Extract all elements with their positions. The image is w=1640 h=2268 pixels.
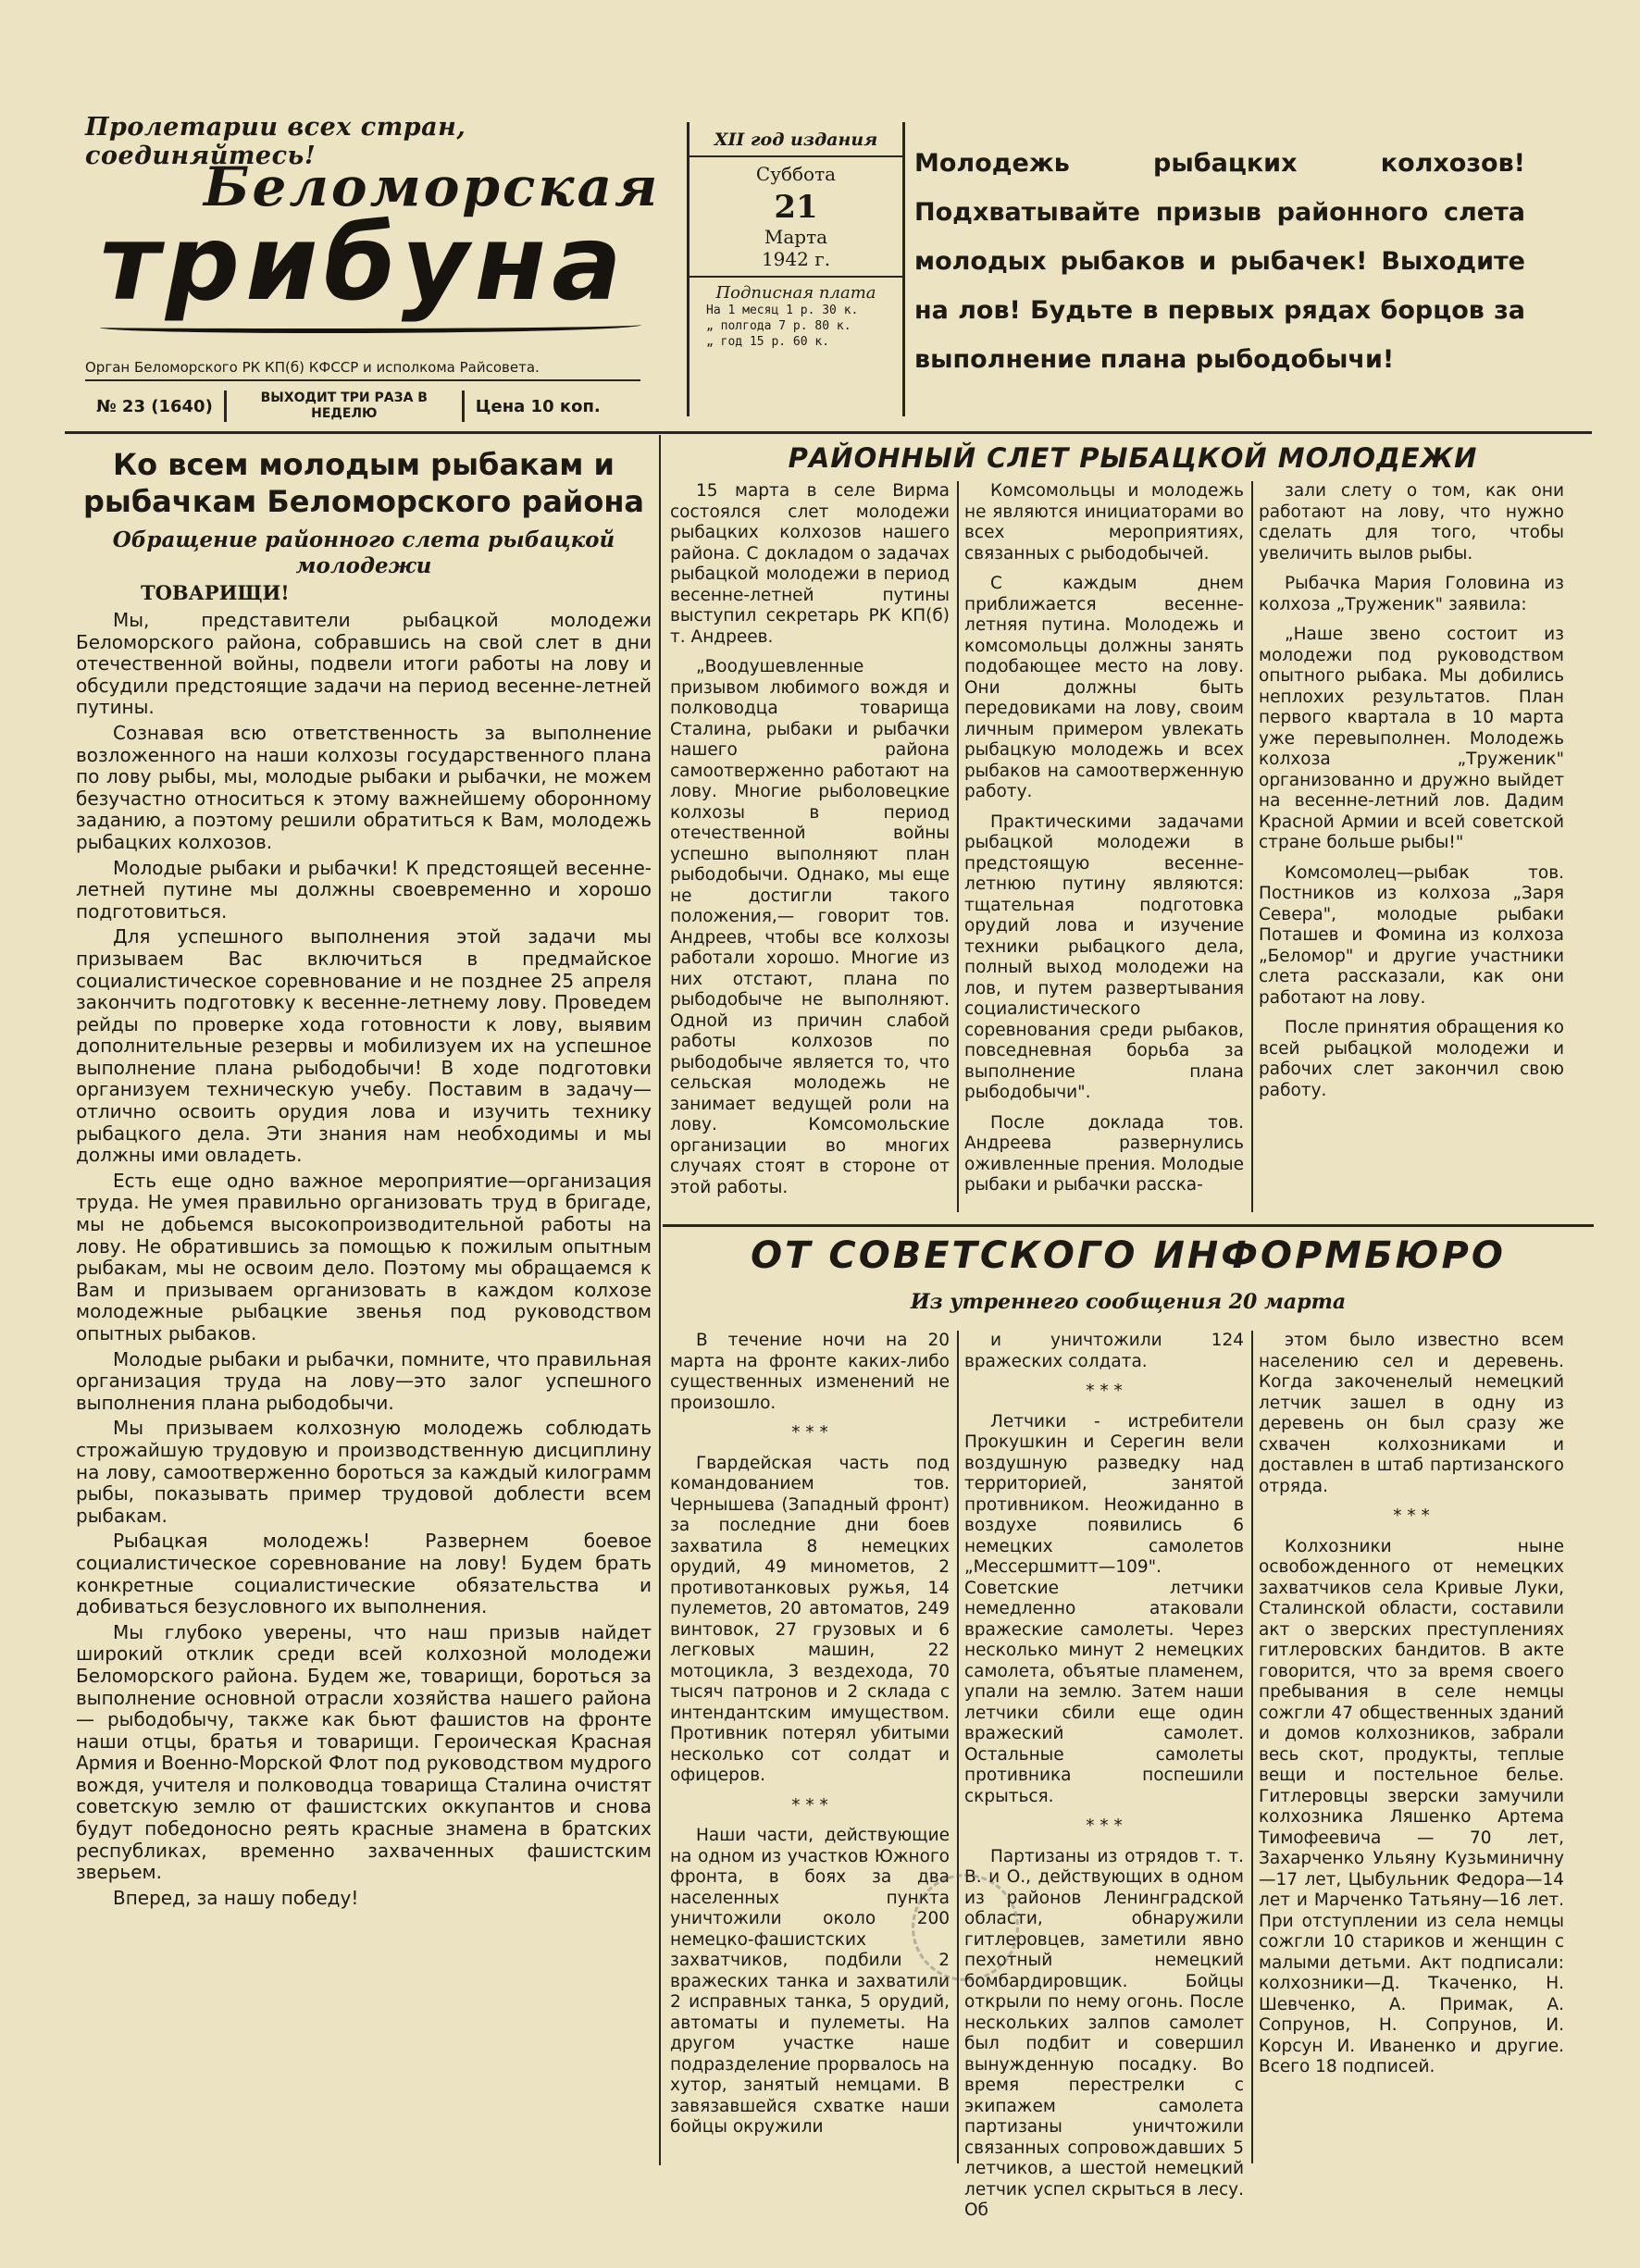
year: 1942 г.: [761, 248, 831, 270]
appeal-paragraph: Рыбацкая молодежь! Развернем боевое социалистическое соревнование на лову! Будем брать конкретные социалистические обязательства и добиваться безусловного их выполнения.: [76, 1530, 652, 1618]
sovinform-paragraph: и уничтожили 124 вражеских солдата.: [964, 1331, 1244, 1371]
date-box: [687, 122, 905, 416]
slet-paragraph: После доклада тов. Андреева развернулись оживленные прения. Молодые рыбаки и рыбачки расска-: [964, 1112, 1244, 1195]
slet-paragraph: С каждым днем приближается весенне-летняя путина. Молодежь и комсомольцы должны занять подобающее место на лову. Они должны быть передовиками на лову, своим личным примером увлекать рыбацкую молодежь и всех рыбаков на самоотверженную работу.: [964, 574, 1244, 801]
masthead-divider: [85, 379, 640, 381]
appeal-paragraph: Есть еще одно важное мероприятие—организация труда. Не умея правильно организовать труд в бригаде, мы не добьемся высокопроизводительной работы на лову. Не обратившись за помощью к пожилым опытным рыбакам, мы не освоим дело. Поэтому мы обращаемся к Вам и призываем организовать в каждом колхозе молодежные рыбацкие звенья под руководством опытных рыбаков.: [76, 1169, 652, 1345]
appeal-paragraph: Вперед, за нашу победу!: [113, 1886, 359, 1909]
date-box-divider: [690, 155, 902, 157]
year-of-issue: XII год издания: [714, 130, 878, 150]
sovinform-subtitle: Из утреннего сообщения 20 марта: [910, 1290, 1347, 1314]
sovinform-paragraph: Гвардейская часть под командованием тов. Чернышева (Западный фронт) за последние дни боев захватила 8 немецких орудий, 49 минометов, 2 противотанковых ружья, 14 пулеметов, 20 автоматов, 249 винтовок, 27 грузовых и 6 легковых машин, 22 мотоцикла, 3 вездехода, 70 тысяч патронов и 2 склада с интендантским имуществом. Противник потерял убитыми несколько сот солдат и офицеров.: [670, 1453, 950, 1785]
slet-paragraph: 15 марта в селе Вирма состоялся слет молодежи рыбацких колхозов нашего района. С докладом о задачах рыбацкой молодежи в период весенне-летней путины выступил секретарь РК КП(б) т. Андреев.: [670, 481, 950, 647]
logo-line-2: трибуна: [100, 204, 627, 324]
subscription-row: На 1 месяц 1 р. 30 к.: [706, 304, 859, 317]
masthead-slogan: Пролетарии всех стран, соединяйтесь!: [85, 113, 466, 170]
sovinform-paragraph: В течение ночи на 20 марта на фронте каких-либо существенных изменений не произошло.: [670, 1331, 950, 1413]
sovinform-title: ОТ СОВЕТСКОГО ИНФОРМБЮРО: [751, 1234, 1506, 1277]
appeal-title: Ко всем молодым рыбакам и рыбачкам Беломорского района: [82, 447, 645, 519]
issue-frequency: ВЫХОДИТ ТРИ РАЗА В НЕДЕЛЮ: [260, 390, 428, 421]
slet-column-1: [670, 481, 950, 1208]
stars-divider: * * *: [791, 1423, 828, 1443]
slet-paragraph: зали слету о том, как они работают на лову, что нужно сделать для того, чтобы увеличить вылов рыбы.: [1259, 481, 1564, 564]
column-rule: [1251, 481, 1253, 1212]
slet-paragraph: Комсомолец—рыбак тов. Постников из колхоза „Заря Севера", молодые рыбаки Поташев и Фомина из колхоза „Беломор" и другие участники слета рассказали, как они работают на лову.: [1259, 862, 1564, 1008]
header-rule: [65, 431, 1592, 434]
appeal-paragraph: Мы глубоко уверены, что наш призыв найдет широкий отклик среди всей колхозной молодежи Беломорского района. Будем же, товарищи, бороться за выполнение основной отрасли хозяйства нашего района — рыбодобычу, также как бьют фашистов на фронте наши отцы, братья и товарищи. Героическая Красная Армия и Военно-Морской Флот под руководством мудрого вождя, учителя и полководца товарища Сталина очистят советскую землю от фашистских оккупантов и снова будут победоносно реять красные знамена в братских республиках, временно захваченных фашистским зверьем.: [76, 1620, 652, 1884]
slet-paragraph: Практическими задачами рыбацкой молодежи в предстоящую весенне-летнюю путину являются: тщательная подготовка орудий лова и изучение техники рыбацкого дела, полный выход молодежи на лов, и путем развертывания социалистического соревнования среди рыбаков, повседневная борьба за выполнение плана рыбодобычи".: [964, 812, 1244, 1102]
month: Марта: [764, 226, 828, 248]
stars-divider: * * *: [1393, 1506, 1430, 1526]
slet-column-3: [1259, 481, 1564, 1110]
subscription-label: Подписная плата: [715, 283, 876, 303]
stars-divider: * * *: [791, 1795, 828, 1816]
appeal-subtitle: Обращение районного слета рыбацкой молодежи: [112, 527, 615, 578]
appeal-paragraph: Для успешного выполнения этой задачи мы призываем Вас включиться в предмайское социалистическое соревнование и не позднее 25 апреля закончить подготовку к весенне-летнему лову. Проведем рейды по проверке хода готовности к лову, выявим дополнительные резервы и мобилизуем их на успешное выполнение плана рыбодобычи! В ходе подготовки организуем техническую учебу. Поставим в задачу—отлично освоить орудия лова и изучить технику рыбацкого дела. Эти знания нам необходимы и мы должны ими овладеть.: [76, 925, 652, 1167]
appeal-paragraph: Молодые рыбаки и рыбачки! К предстоящей весенне-летней путине мы должны своевременно и хорошо подготовиться.: [76, 856, 652, 923]
sovinform-column-1: [670, 1331, 950, 2148]
issue-number: № 23 (1640): [96, 396, 213, 416]
slet-paragraph: Рыбачка Мария Головина из колхоза „Труженик" заявила:: [1259, 574, 1564, 614]
appeal-greeting: ТОВАРИЩИ!: [141, 581, 290, 604]
column-rule: [957, 1331, 959, 2163]
subscription-row: „ полгода 7 р. 80 к.: [706, 319, 851, 333]
sovinform-paragraph: Партизаны из отрядов т. т. В. и О., действующих в одном из районов Ленинградской области, обнаружили гитлеровцев, заметили явно пехотный немецкий бомбардировщик. Бойцы открыли по нему огонь. После нескольких залпов самолет был подбит и совершил вынужденную посадку. Во время перестрелки с экипажем самолета партизаны уничтожили связанных сопровождавших 5 летчиков, а шестой немецкий летчик успел скрыться в лесу. Об: [964, 1846, 1244, 2220]
sovinform-paragraph: Наши части, действующие на одном из участков Южного фронта, в боях за два населенных пункта уничтожили около 200 немецко-фашистских захватчиков, подбили 2 вражеских танка и захватили 2 исправных танка, 5 орудий, автоматы и пулеметы. На другом участке наше подразделение прорвалось на хутор, занятый немцами. В завязавшейся схватке наши бойцы окружили: [670, 1826, 950, 2137]
subscription-row: „ год 15 р. 60 к.: [706, 335, 830, 349]
library-stamp: [912, 1874, 1019, 1981]
slet-paragraph: „Воодушевленные призывом любимого вождя и полководца товарища Сталина, рыбаки и рыбачки нашего района самоотверженно работают на лову. Многие рыболовецкие колхозы в период отечественной войны успешно выполняют план рыбодобычи. Однако, мы еще не достигли такого положения,— говорит тов. Андреев, чтобы все колхозы работали хорошо. Многие из них отстают, плана по рыбодобыче не выполняют. Одной из причин слабой работы колхозов по рыбодобыче является то, что сельская молодежь не занимает ведущей роли на лову. Комсомольские организации во многих случаях стоят в стороне от этой работы.: [670, 657, 950, 1197]
issue-price: Цена 10 коп.: [475, 396, 601, 416]
column-rule: [1251, 1331, 1253, 2163]
sovinform-paragraph: этом было известно всем населению сел и деревень. Когда закоченелый немецкий летчик зашел в одну из деревень он был сразу же схвачен колхозниками и доставлен в штаб партизанского отряда.: [1259, 1331, 1564, 1496]
stars-divider: * * *: [1086, 1816, 1123, 1836]
appeal-paragraph: Мы, представители рыбацкой молодежи Беломорского района, собравшись на свой слет в дни отечественной войны, подвели итоги работы на лову и обсудили предстоящие задачи на период весенне-летней путины.: [76, 609, 652, 719]
appeal-article: [76, 446, 652, 1913]
logo-line-1: Беломорская: [204, 155, 661, 218]
appeal-paragraph: Мы призываем колхозную молодежь соблюдать строжайшую трудовую и производственную дисциплину на лову, самоотверженно бороться за каждый килограмм рыбы, показывать пример трудовой доблести всем рыбакам.: [76, 1417, 652, 1527]
logo-underline: [100, 319, 641, 333]
slet-paragraph: После принятия обращения ко всей рыбацкой молодежи и рабочих слет закончил свою работу.: [1259, 1018, 1564, 1100]
slet-title: РАЙОННЫЙ СЛЕТ РЫБАЦКОЙ МОЛОДЕЖИ: [788, 442, 1478, 474]
section-rule: [663, 1224, 1594, 1227]
issue-info-row: [85, 387, 640, 426]
slet-paragraph: Комсомольцы и молодежь не являются инициаторами во всех мероприятиях, связанных с рыбодобычей.: [964, 481, 1244, 564]
column-rule: [957, 481, 959, 1212]
organ-line: Орган Беломорского РК КП(б) КФССР и исполкома Райсовета.: [85, 359, 540, 376]
sovinform-paragraph: Летчики - истребители Прокушкин и Серегин вели воздушную разведку над территорией, занятой противником. Неожиданно в воздухе появились 6 немецких самолетов „Мессершмитт—109". Советские летчики немедленно атаковали вражеские самолеты. Через несколько минут 2 немецких самолета, объятые пламенем, упали на землю. Затем наши летчики сбили еще один вражеский самолет. Остальные самолеты противника поспешили скрыться.: [964, 1411, 1244, 1806]
stars-divider: * * *: [1086, 1382, 1123, 1401]
date-box-divider: [690, 276, 902, 278]
slet-column-2: [964, 481, 1244, 1206]
appeal-paragraph: Молодые рыбаки и рыбачки, помните, что правильная организация труда на лову—это залог успешного выполнения плана рыбодобычи.: [76, 1347, 652, 1414]
sovinform-column-3: [1259, 1331, 1564, 2088]
weekday: Суббота: [755, 163, 837, 185]
column-rule: [659, 435, 661, 2165]
front-slogan: Молодежь рыбацких колхозов! Подхватывайте призыв районного слета молодых рыбаков и рыбачек! Выходите на лов! Будьте в первых рядах борцов за выполнение плана рыбодобычи!: [914, 149, 1525, 374]
sovinform-paragraph: Колхозники ныне освобожденного от немецких захватчиков села Кривые Луки, Сталинской области, составили акт о зверских преступлениях гитлеровских бандитов. В акте говорится, что за время своего пребывания в селе немцы сожгли 47 общественных зданий и домов колхозников, забрали весь скот, продукты, теплые вещи и постельное белье. Гитлеровцы зверски замучили колхозника Ляшенко Артема Тимофеевича — 70 лет, Захарченко Ульяну Кузьминичну—17 лет, Цыбульник Федора—14 лет и Марченко Татьяну—16 лет. При отступлении из села немцы сожгли 10 стариков и женщин с малыми детьми. Акт подписали: колхозники—Д. Ткаченко, Н. Шевченко, А. Примак, А. Сопрунов, Н. Сопрунов, И. Корсун И. Иваненко и другие. Всего 18 подписей.: [1259, 1536, 1564, 2076]
slet-paragraph: „Наше звено состоит из молодежи под руководством опытного рыбака. Мы добились неплохих результатов. План первого квартала в 10 марта уже перевыполнен. Молодежь колхоза „Труженик" организованно и дружно выйдет на весенне-летний лов. Дадим Красной Армии и всей советской стране больше рыбы!": [1259, 625, 1564, 852]
appeal-paragraph: Сознавая всю ответственность за выполнение возложенного на наши колхозы государственного плана по лову рыбы, мы, молодые рыбаки и рыбачки, не можем безучастно относиться к этому важнейшему оборонному заданию, а поэтому решили обратиться к Вам, молодежь рыбацких колхозов.: [76, 721, 652, 853]
day-number: 21: [774, 189, 818, 226]
sovinform-column-2: [964, 1331, 1244, 2231]
